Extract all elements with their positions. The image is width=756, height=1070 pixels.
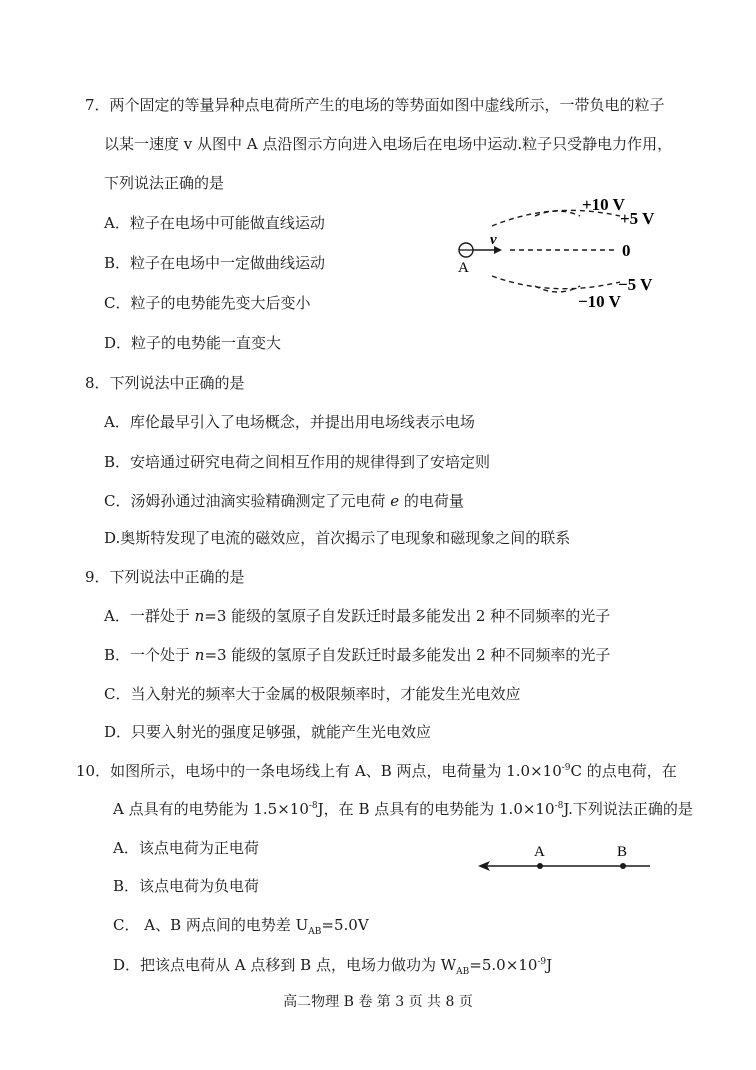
q8-stem: 8．下列说法中正确的是	[85, 374, 245, 392]
label-a: A	[458, 260, 469, 276]
q9-option-c: C．当入射光的频率大于金属的极限频率时，才能发生光电效应	[104, 685, 521, 703]
q10-stem-line1: 10．如图所示，电场中的一条电场线上有 A、B 两点，电荷量为 $1.0\times 10^{-9}C$ 的点电荷，在	[76, 762, 677, 780]
q8-option-b: B．安培通过研究电荷之间相互作用的规律得到了安培定则	[104, 453, 491, 471]
q7-option-a: A．粒子在电场中可能做直线运动	[104, 214, 325, 232]
q9-option-a: A．一群处于 n=3 能级的氢原子自发跃迁时最多能发出 2 种不同频率的光子	[104, 607, 611, 625]
label-minus10: −10 V	[578, 292, 621, 311]
page-footer: 高二物理 B 卷 第 3 页 共 8 页	[283, 994, 473, 1010]
q10-stem-line2: A 点具有的电势能为 $1.5\times 10^{-8}J$，在 B 点具有的电势能为 $1.0\times 10^{-8}J$.下列说法正确的是	[113, 800, 693, 818]
q7-stem-line2: 以某一速度 v 从图中 A 点沿图示方向进入电场后在电场中运动.粒子只受静电力作用，	[104, 135, 673, 153]
q7-stem-line1: 7．两个固定的等量异种点电荷所产生的电场的等势面如图中虚线所示，一带负电的粒子	[85, 96, 665, 114]
equipotential-plus10	[535, 211, 580, 216]
label-minus5: −5 V	[618, 275, 653, 294]
q7-option-c: C．粒子的电势能先变大后变小	[104, 294, 311, 312]
point-a	[537, 863, 543, 869]
q10-option-b: B．该点电荷为负电荷	[113, 877, 260, 895]
q7-equipotential-figure	[440, 186, 680, 316]
equipotential-minus5	[492, 276, 620, 289]
q10-field-line-figure	[470, 838, 660, 880]
q9-stem: 9．下列说法中正确的是	[85, 568, 245, 586]
q8-option-c: C．汤姆孙通过油滴实验精确测定了元电荷 e 的电荷量	[104, 492, 464, 510]
label-v: v	[490, 232, 497, 248]
label-plus10: +10 V	[582, 195, 625, 214]
q7-option-d: D．粒子的电势能一直变大	[104, 334, 282, 352]
q10-option-c: C． A、B 两点间的电势差 $U_{AB}=5.0V$	[113, 916, 369, 937]
label-zero: 0	[622, 241, 631, 260]
point-b	[620, 863, 626, 869]
q7-stem-line3: 下列说法正确的是	[104, 174, 225, 192]
q10-option-d: D．把该点电荷从 A 点移到 B 点，电场力做功为 $W_{AB}=5.0\times 10^{-9}J$	[113, 956, 553, 977]
q7-option-b: B．粒子在电场中一定做曲线运动	[104, 254, 326, 272]
label-point-a: A	[534, 844, 545, 860]
q9-option-d: D．只要入射光的强度足够强，就能产生光电效应	[104, 723, 432, 741]
q10-option-a: A．该点电荷为正电荷	[113, 839, 259, 857]
q9-option-b: B．一个处于 n=3 能级的氢原子自发跃迁时最多能发出 2 种不同频率的光子	[104, 646, 611, 664]
q8-option-a: A．库伦最早引入了电场概念，并提出用电场线表示电场	[104, 413, 475, 431]
q8-option-d: D.奥斯特发现了电流的磁效应，首次揭示了电现象和磁现象之间的联系	[104, 529, 571, 547]
label-plus5: +5 V	[620, 209, 655, 228]
label-point-b: B	[617, 844, 628, 860]
